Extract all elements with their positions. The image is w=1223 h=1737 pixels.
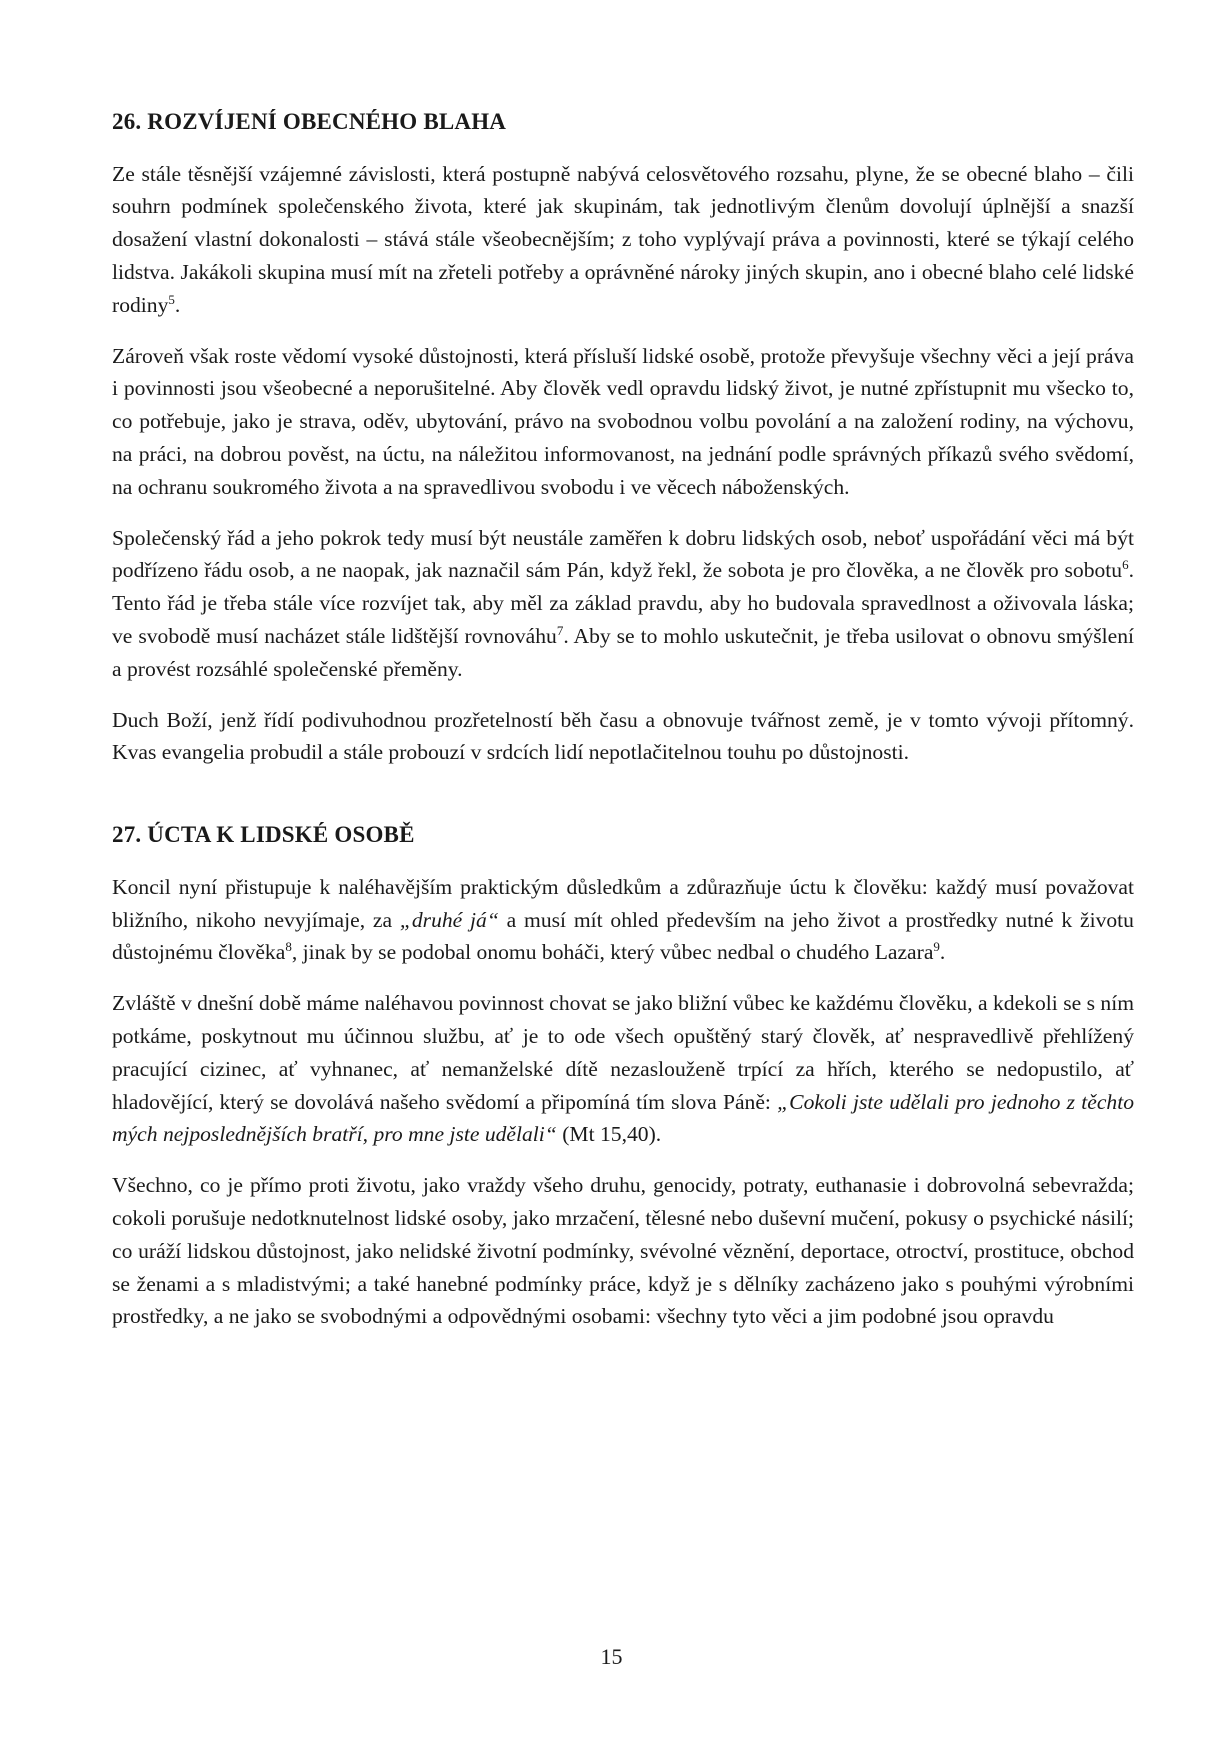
text-run: , jinak by se podobal onomu boháči, který vůbec nedbal o chudého Lazara <box>291 940 934 965</box>
text-run: a musí mít ohled především na jeho život a prostředky nutné k životu důstojnému člověka <box>112 907 1134 965</box>
paragraph <box>112 871 1134 969</box>
section-heading: 26. ROZVÍJENÍ OBECNÉHO BLAHA <box>112 109 507 134</box>
text-run: Zvláště v dnešní době máme naléhavou povinnost chovat se jako bližní vůbec ke každému člověku, a kdekoli se s ním potkáme, poskytnout mu účinnou službu, ať je to ode všech opuštěný starý člověk, ať nespravedlivě přehlížený pracující cizinec, ať vyhnanec, ať nemanželské dítě nezaslouženě trpící za hřích, kterého se nedopustilo, ať hladovějící, který se dovolává našeho svědomí a připomíná tím slova Páně: <box>112 991 1134 1114</box>
text-run: Duch Boží, jenž řídí podivuhodnou prozřetelností běh času a obnovuje tvářnost země, je v tomto vývoji přítomný. Kvas evangelia probudil a stále probouzí v srdcích lidí nepotlačitelnou touhu po důstojnosti. <box>112 707 1134 765</box>
footnote-ref: 8 <box>285 939 292 955</box>
footnote-ref: 5 <box>168 291 175 307</box>
footnote-ref: 9 <box>933 939 940 955</box>
paragraph <box>112 158 1134 322</box>
paragraph <box>112 704 1134 770</box>
text-run: (Mt 15,40). <box>556 1122 662 1147</box>
page-number: 15 <box>600 1644 623 1669</box>
text-run: Koncil nyní přistupuje k naléhavějším praktickým důsledkům a zdůrazňuje úctu k člověku: každý musí považovat bližního, nikoho nevyjímaje, za <box>112 874 1134 932</box>
paragraph <box>112 522 1134 686</box>
paragraph <box>112 987 1134 1151</box>
footnote-ref: 6 <box>1122 557 1129 573</box>
text-run: Ze stále těsnější vzájemné závislosti, která postupně nabývá celosvětového rozsahu, plyne, že se obecné blaho – čili souhrn podmínek společenského života, které jak skupinám, tak jednotlivým členům dovolují úplnější a snazší dosažení vlastní dokonalosti – stává stále všeobecnějším; z toho vyplývají práva a povinnosti, které se týkají celého lidstva. Jakákoli skupina musí mít na zřeteli potřeby a oprávněné nároky jiných skupin, ano i obecné blaho celé lidské rodiny <box>112 161 1134 317</box>
quote-italic: „Cokoli jste udělali pro jednoho z těchto mých nejposlednějších bratří, pro mne jste udělali“ <box>112 1089 1135 1147</box>
text-run: . Aby se to mohlo uskutečnit, je třeba usilovat o obnovu smýšlení a provést rozsáhlé společenské přeměny. <box>112 623 1134 681</box>
section-26 <box>112 108 1134 769</box>
section-heading: 27. ÚCTA K LIDSKÉ OSOBĚ <box>112 822 415 848</box>
text-run: . <box>939 940 946 965</box>
paragraph <box>112 340 1134 504</box>
paragraph <box>112 1169 1134 1333</box>
quote-italic: „druhé já“ <box>399 907 499 932</box>
document-page <box>112 108 1134 1351</box>
text-run: Společenský řád a jeho pokrok tedy musí být neustále zaměřen k dobru lidských osob, neboť uspořádání věci má být podřízeno řádu osob, a ne naopak, jak naznačil sám Pán, když řekl, že sobota je pro člověka, a ne člověk pro sobotu <box>112 525 1134 583</box>
footnote-ref: 7 <box>556 622 564 638</box>
text-run: Zároveň však roste vědomí vysoké důstojnosti, která přísluší lidské osobě, protože převyšuje všechny věci a její práva i povinnosti jsou všeobecné a neporušitelné. Aby člověk vedl opravdu lidský život, je nutné zpřístupnit mu všecko to, co potřebuje, jako je strava, oděv, ubytování, právo na svobodnou volbu povolání a na založení rodiny, na výchovu, na práci, na dobrou pověst, na úctu, na náležitou informovanost, na jednání podle správných příkazů svého svědomí, na ochranu soukromého života a na spravedlivou svobodu i ve věcech náboženských. <box>112 343 1134 499</box>
text-run: . Tento řád je třeba stále více rozvíjet tak, aby měl za základ pravdu, aby ho budovala spravedlnost a oživovala láska; ve svobodě musí nacházet stále lidštější rovnováhu <box>112 558 1134 648</box>
text-run: Všechno, co je přímo proti životu, jako vraždy všeho druhu, genocidy, potraty, euthanasie i dobrovolná sebevražda; cokoli porušuje nedotknutelnost lidské osoby, jako mrzačení, tělesné nebo duševní mučení, pokusy o psychické násilí; co uráží lidskou důstojnost, jako nelidské životní podmínky, svévolné věznění, deportace, otroctví, prostituce, obchod se ženami a s mladistvými; a také hanebné podmínky práce, když je s dělníky zacházeno jako s pouhými výrobními prostředky, a ne jako se svobodnými a odpovědnými osobami: všechny tyto věci a jim podobné jsou opravdu <box>112 1173 1134 1329</box>
section-27 <box>112 821 1134 1333</box>
text-run: . <box>174 292 181 317</box>
